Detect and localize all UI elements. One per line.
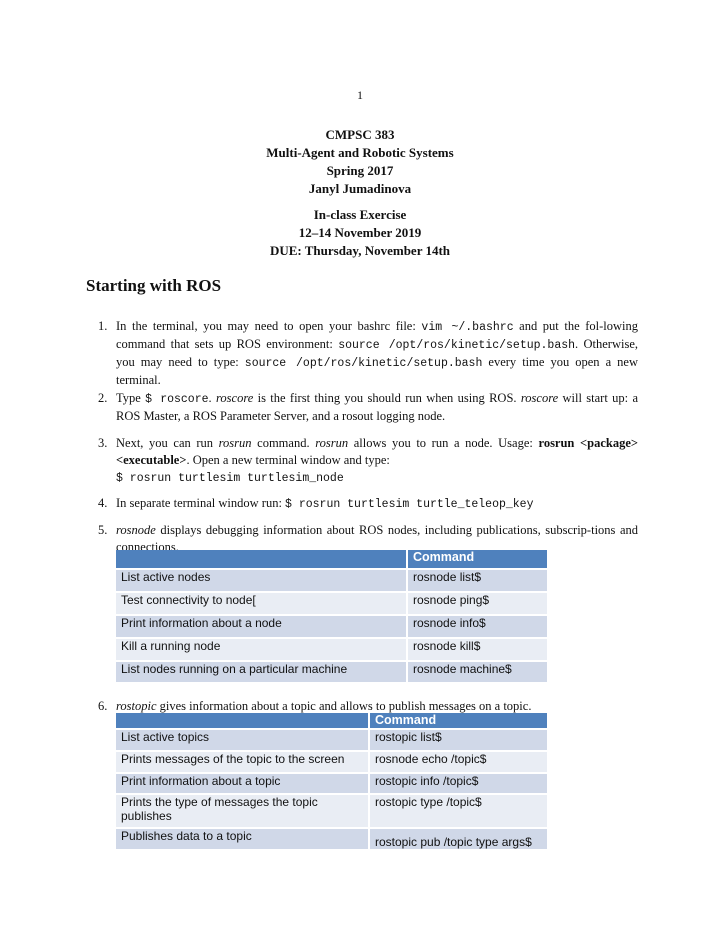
instructor: Janyl Jumadinova (308, 181, 412, 196)
due-date: DUE: Thursday, November 14th (269, 243, 451, 258)
inline-code: vim ~/.bashrc (421, 321, 514, 334)
item-text: and put the fol-lowing command that sets up ROS environment: (116, 319, 638, 351)
usage-executable: <executable> (116, 453, 187, 467)
table-row (116, 593, 549, 616)
table-cell: rostopic list$ (370, 730, 549, 752)
table-cell: rosnode info$ (408, 616, 549, 639)
inline-code: $ roscore (145, 393, 209, 406)
table-cell: Kill a running node (116, 639, 408, 662)
table-row (116, 829, 549, 851)
item-text: In separate terminal window run: (116, 496, 286, 510)
item-text: Type (116, 391, 146, 405)
rosnode-command-table (116, 550, 549, 684)
item-text: gives information about a topic and allows to publish messages on a topic. (156, 699, 532, 713)
table-row (116, 730, 549, 752)
table-cell: List active topics (116, 730, 370, 752)
command-name: rosrun (218, 436, 252, 450)
table-header-cell: Command (408, 550, 549, 570)
inline-code: source /opt/ros/kinetic/setup.bash (338, 339, 576, 352)
table-row (116, 639, 549, 662)
section-title: Starting with ROS (86, 276, 222, 295)
item-number: 4. (98, 496, 108, 510)
item-text: command. (251, 436, 316, 450)
table-header-cell (116, 550, 408, 570)
list-item (98, 390, 638, 425)
assignment-dates: 12–14 November 2019 (298, 225, 422, 240)
table-cell: rostopic pub /topic type args$ (370, 829, 549, 851)
command-name: rosrun (315, 436, 349, 450)
course-title: Multi-Agent and Robotic Systems (266, 145, 454, 160)
usage-command: rosrun (538, 436, 575, 450)
item-number: 2. (98, 391, 108, 405)
table-cell: rosnode list$ (408, 570, 549, 593)
table-cell: rosnode echo /topic$ (370, 752, 549, 774)
table-header-cell (116, 713, 370, 730)
page-number: 1 (357, 88, 363, 102)
item-text: In the terminal, you may need to open your bashrc file: (116, 319, 422, 333)
term: Spring 2017 (326, 163, 394, 178)
command-name: roscore (520, 391, 559, 405)
table-cell: Print information about a node (116, 616, 408, 639)
command-name: rostopic (116, 699, 157, 713)
item-number: 5. (98, 523, 108, 537)
table-cell: Prints the type of messages the topic publishes (116, 795, 370, 829)
table-header-cell: Command (370, 713, 549, 730)
item-text: . (208, 391, 216, 405)
item-text: is the first thing you should run when using ROS. (253, 391, 521, 405)
item-number: 1. (98, 319, 108, 333)
list-item (98, 435, 638, 487)
command-name: roscore (216, 391, 254, 405)
inline-code: $ rosrun turtlesim turtle_teleop_key (285, 498, 534, 511)
item-number: 3. (98, 436, 108, 450)
table-cell: rosnode machine$ (408, 662, 549, 684)
item-text: displays debugging information about ROS nodes, including publications, subscrip-tions and connections. (116, 523, 638, 554)
list-item (98, 495, 638, 513)
item-text: will start up: a ROS Master, a ROS Parameter Server, and a rosout logging node. (116, 391, 639, 423)
item-text: Next, you can run (116, 436, 219, 450)
table-cell: rosnode kill$ (408, 639, 549, 662)
item-text: . Otherwise, you may need to type: (116, 337, 638, 369)
item-text: . Open a new terminal window and type: (186, 453, 390, 467)
table-row (116, 795, 549, 829)
rostopic-command-table (116, 713, 549, 851)
table-cell: rosnode ping$ (408, 593, 549, 616)
table-row (116, 570, 549, 593)
document-header (0, 126, 720, 260)
table-cell: rostopic info /topic$ (370, 774, 549, 795)
table-row (116, 774, 549, 795)
table-row (116, 616, 549, 639)
table-cell: List nodes running on a particular machine (116, 662, 408, 684)
item-number: 6. (98, 699, 108, 713)
table-cell: rostopic type /topic$ (370, 795, 549, 829)
inline-code: source /opt/ros/kinetic/setup.bash (244, 357, 483, 370)
usage-package: <package> (580, 436, 639, 450)
command-name: rosnode (116, 523, 156, 537)
table-cell: Publishes data to a topic (116, 829, 370, 851)
table-cell: Prints messages of the topic to the screen (116, 752, 370, 774)
item-text: every time you open a new terminal. (116, 355, 638, 387)
table-cell: Test connectivity to node[ (116, 593, 408, 616)
table-cell: List active nodes (116, 570, 408, 593)
assignment-title: In-class Exercise (313, 207, 407, 222)
table-row (116, 662, 549, 684)
list-item (98, 318, 638, 389)
course-code: CMPSC 383 (325, 127, 395, 142)
table-cell: Print information about a topic (116, 774, 370, 795)
item-text: allows you to run a node. Usage: (348, 436, 539, 450)
table-row (116, 752, 549, 774)
code-line: $ rosrun turtlesim turtlesim_node (116, 472, 344, 485)
